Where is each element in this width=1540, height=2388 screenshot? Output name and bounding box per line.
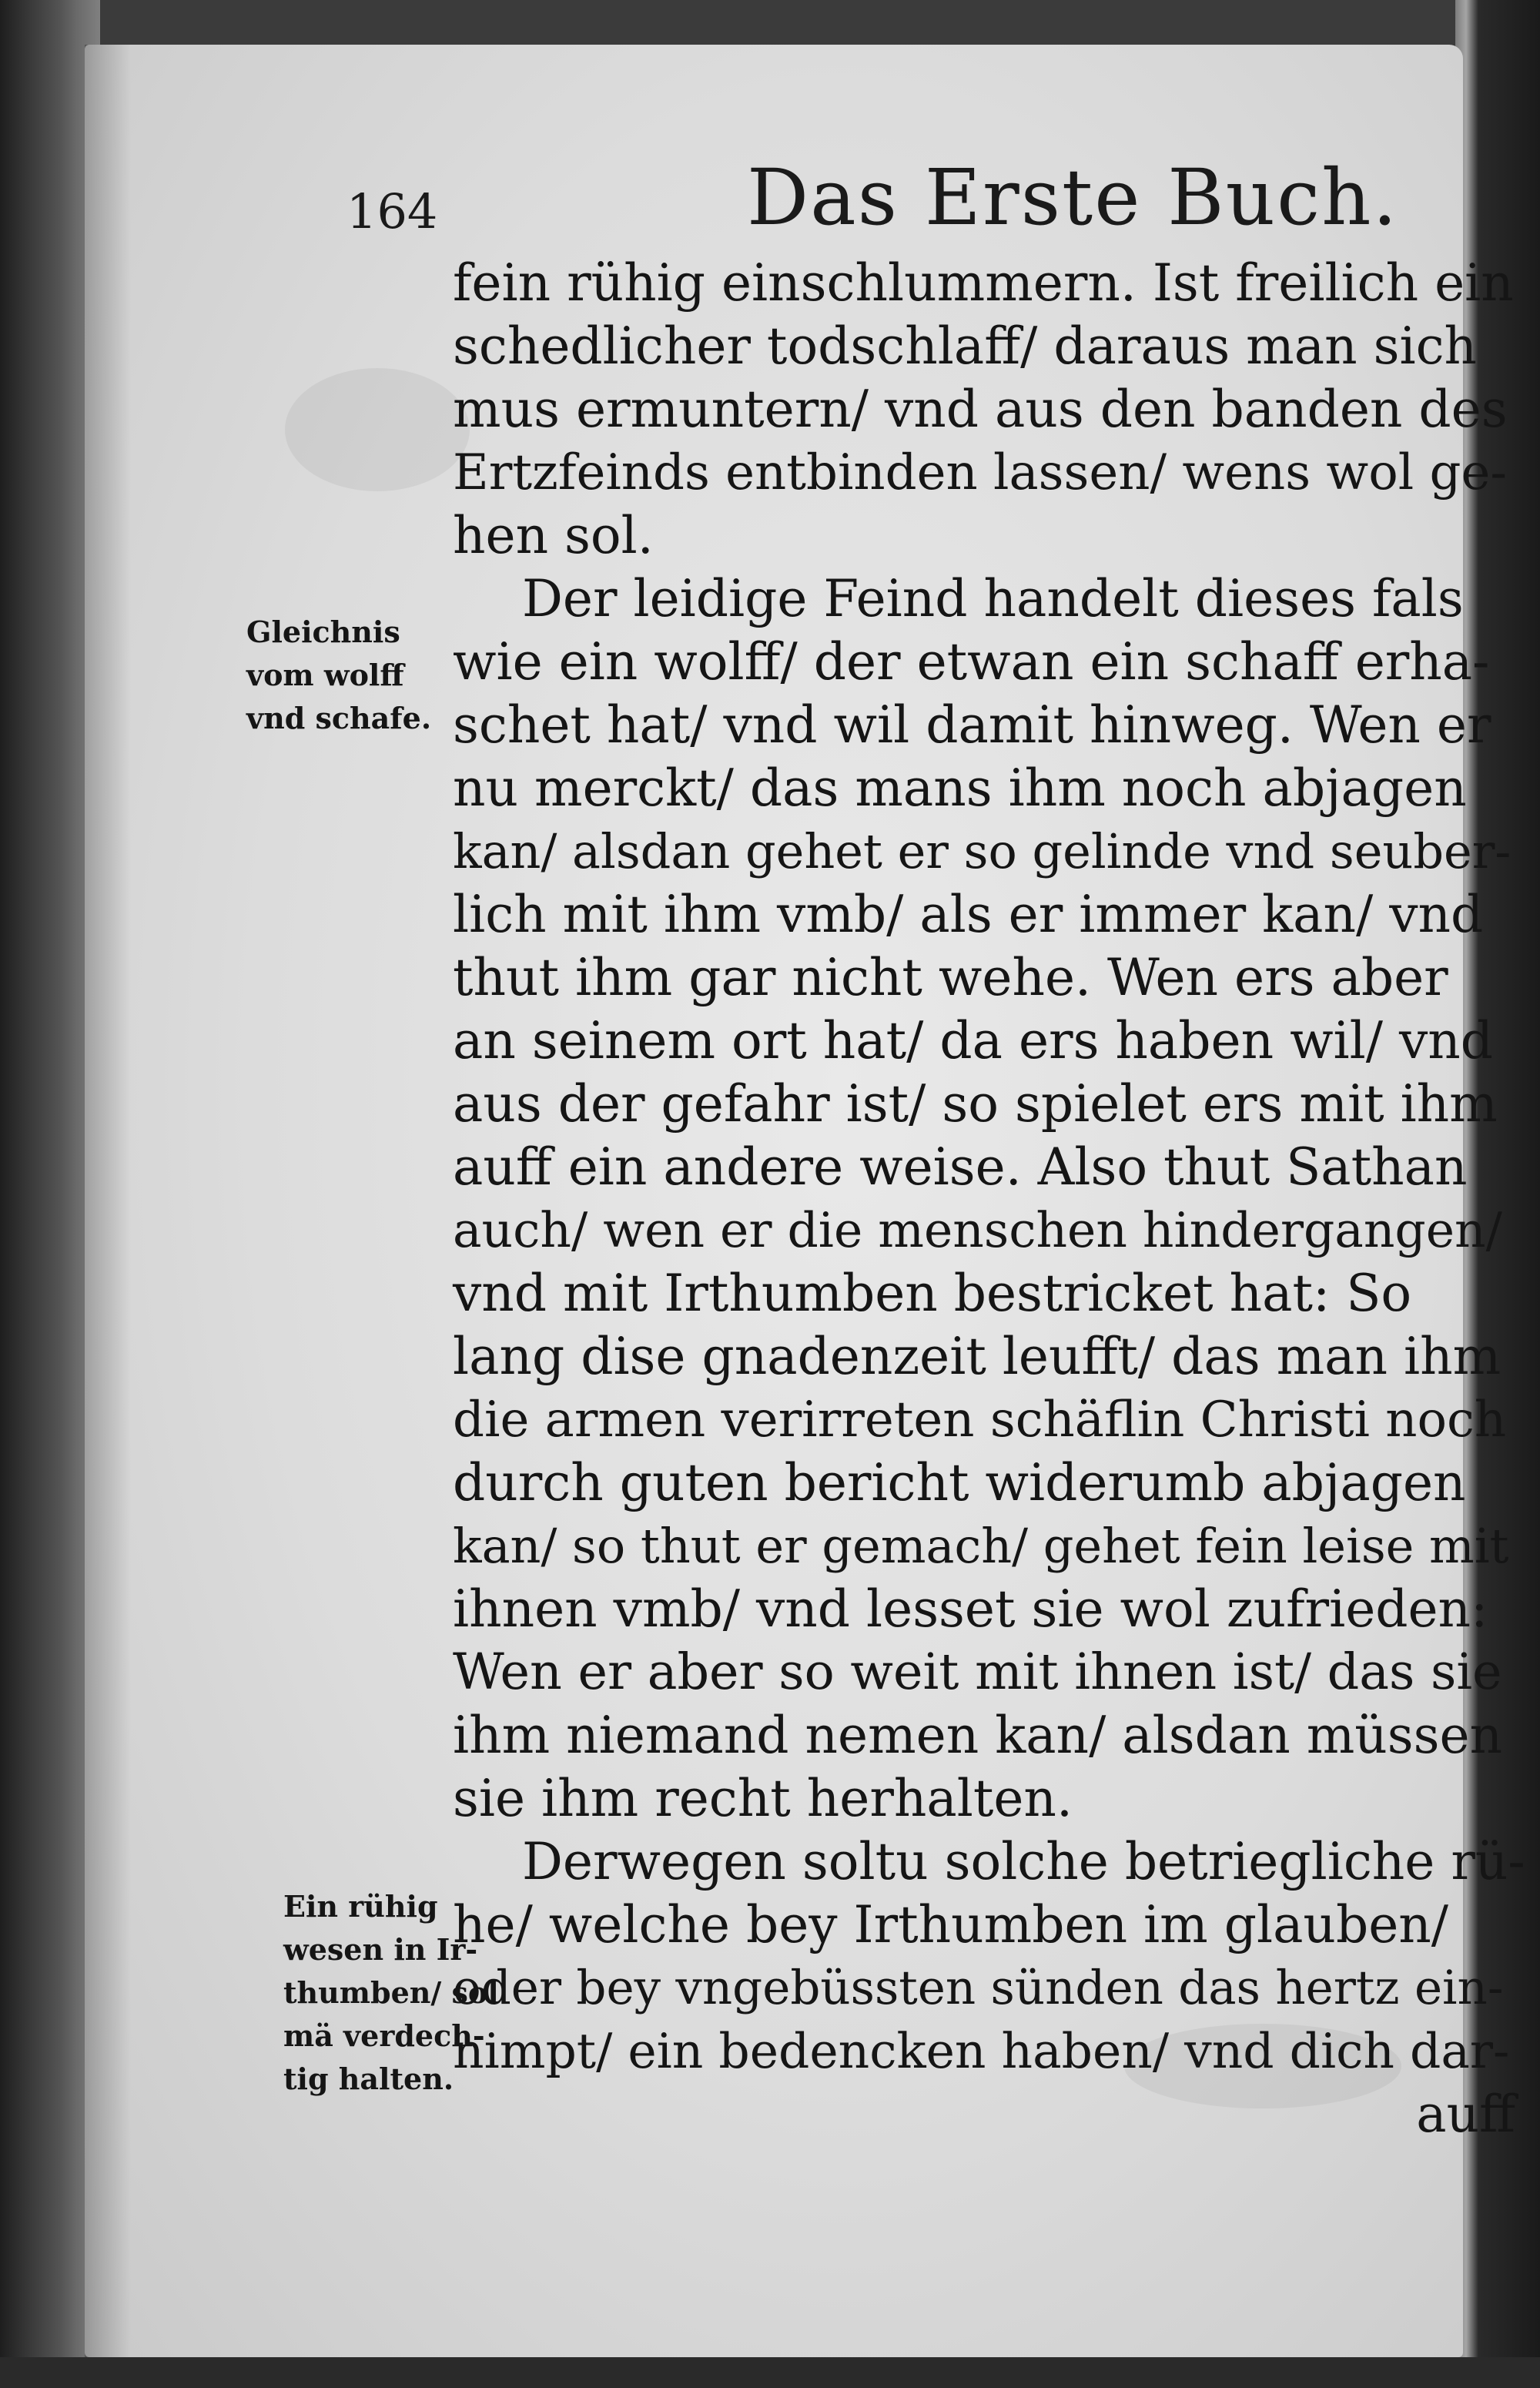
text-line: auch/ wen er die menschen hindergangen/ bbox=[453, 1202, 1502, 1258]
text-line: nu merckt/ das mans ihm noch abjagen bbox=[453, 759, 1467, 818]
running-title: Das Erste Buch. bbox=[747, 152, 1399, 243]
gloss-line: tig halten. bbox=[283, 2061, 454, 2096]
page-stain bbox=[285, 368, 470, 491]
text-line: aus der gefahr ist/ so spielet ers mit ihm bbox=[453, 1074, 1498, 1134]
text-line: an seinem ort hat/ da ers haben wil/ vnd bbox=[453, 1011, 1494, 1070]
gloss-line: vnd schafe. bbox=[246, 701, 432, 735]
text-line: fein rühig einschlummern. Ist freilich ein bbox=[453, 253, 1514, 313]
text-line: Wen er aber so weit mit ihnen ist/ das sie bbox=[453, 1643, 1502, 1701]
text-line: kan/ alsdan gehet er so gelinde vnd seuber- bbox=[453, 823, 1512, 879]
text-line: auff ein andere weise. Also thut Sathan bbox=[453, 1137, 1468, 1197]
gloss-line: mä verdech- bbox=[283, 2018, 485, 2053]
text-line: ihm niemand nemen kan/ alsdan müssen bbox=[453, 1706, 1503, 1765]
text-line: mus ermuntern/ vnd aus den banden des bbox=[453, 380, 1508, 439]
paragraph-start-line: Der leidige Feind handelt dieses fals bbox=[522, 569, 1464, 628]
text-line: lang dise gnadenzeit leufft/ das man ihm bbox=[453, 1327, 1502, 1386]
gloss-line: thumben/ sol bbox=[283, 1975, 499, 2010]
text-line: wie ein wolff/ der etwan ein schaff erha- bbox=[453, 632, 1490, 692]
gloss-line: wesen in Ir- bbox=[283, 1932, 478, 1967]
gloss-line: vom wolff bbox=[246, 658, 404, 692]
catchword: auff bbox=[1416, 2085, 1515, 2144]
text-line: oder bey vngebüssten sünden das hertz ein- bbox=[453, 1961, 1504, 2015]
text-line: kan/ so thut er gemach/ gehet fein leise mit bbox=[453, 1518, 1509, 1574]
book-page bbox=[85, 45, 1525, 2357]
text-line: schedlicher todschlaff/ daraus man sich bbox=[453, 317, 1478, 376]
text-line: die armen verirreten schäflin Christi noch bbox=[453, 1392, 1507, 1449]
text-line: ihnen vmb/ vnd lesset sie wol zufrieden: bbox=[453, 1579, 1488, 1639]
text-line: hen sol. bbox=[453, 506, 654, 565]
text-line: vnd mit Irthumben bestricket hat: So bbox=[453, 1264, 1412, 1323]
book-top-edge bbox=[0, 0, 1540, 46]
gloss-line: Ein rühig bbox=[283, 1889, 438, 1924]
page-number: 164 bbox=[346, 183, 438, 239]
text-line: schet hat/ vnd wil damit hinweg. Wen er bbox=[453, 695, 1491, 755]
text-line: sie ihm recht herhalten. bbox=[453, 1769, 1073, 1828]
text-line: lich mit ihm vmb/ als er immer kan/ vnd bbox=[453, 885, 1484, 944]
paragraph-start-line: Derwegen soltu solche betriegliche rü- bbox=[522, 1832, 1525, 1891]
page-header bbox=[85, 152, 1463, 260]
text-line: he/ welche bey Irthumben im glauben/ bbox=[453, 1895, 1448, 1954]
gutter-shadow bbox=[85, 45, 131, 2357]
text-line: thut ihm gar nicht wehe. Wen ers aber bbox=[453, 948, 1448, 1007]
text-line: Ertzfeinds entbinden lassen/ wens wol ge- bbox=[453, 444, 1507, 501]
book-bottom-edge bbox=[0, 2357, 1540, 2388]
text-line: nimpt/ ein bedencken haben/ vnd dich dar- bbox=[453, 2023, 1510, 2079]
text-line: durch guten bericht widerumb abjagen bbox=[453, 1453, 1466, 1512]
gloss-line: Gleichnis bbox=[246, 615, 400, 649]
